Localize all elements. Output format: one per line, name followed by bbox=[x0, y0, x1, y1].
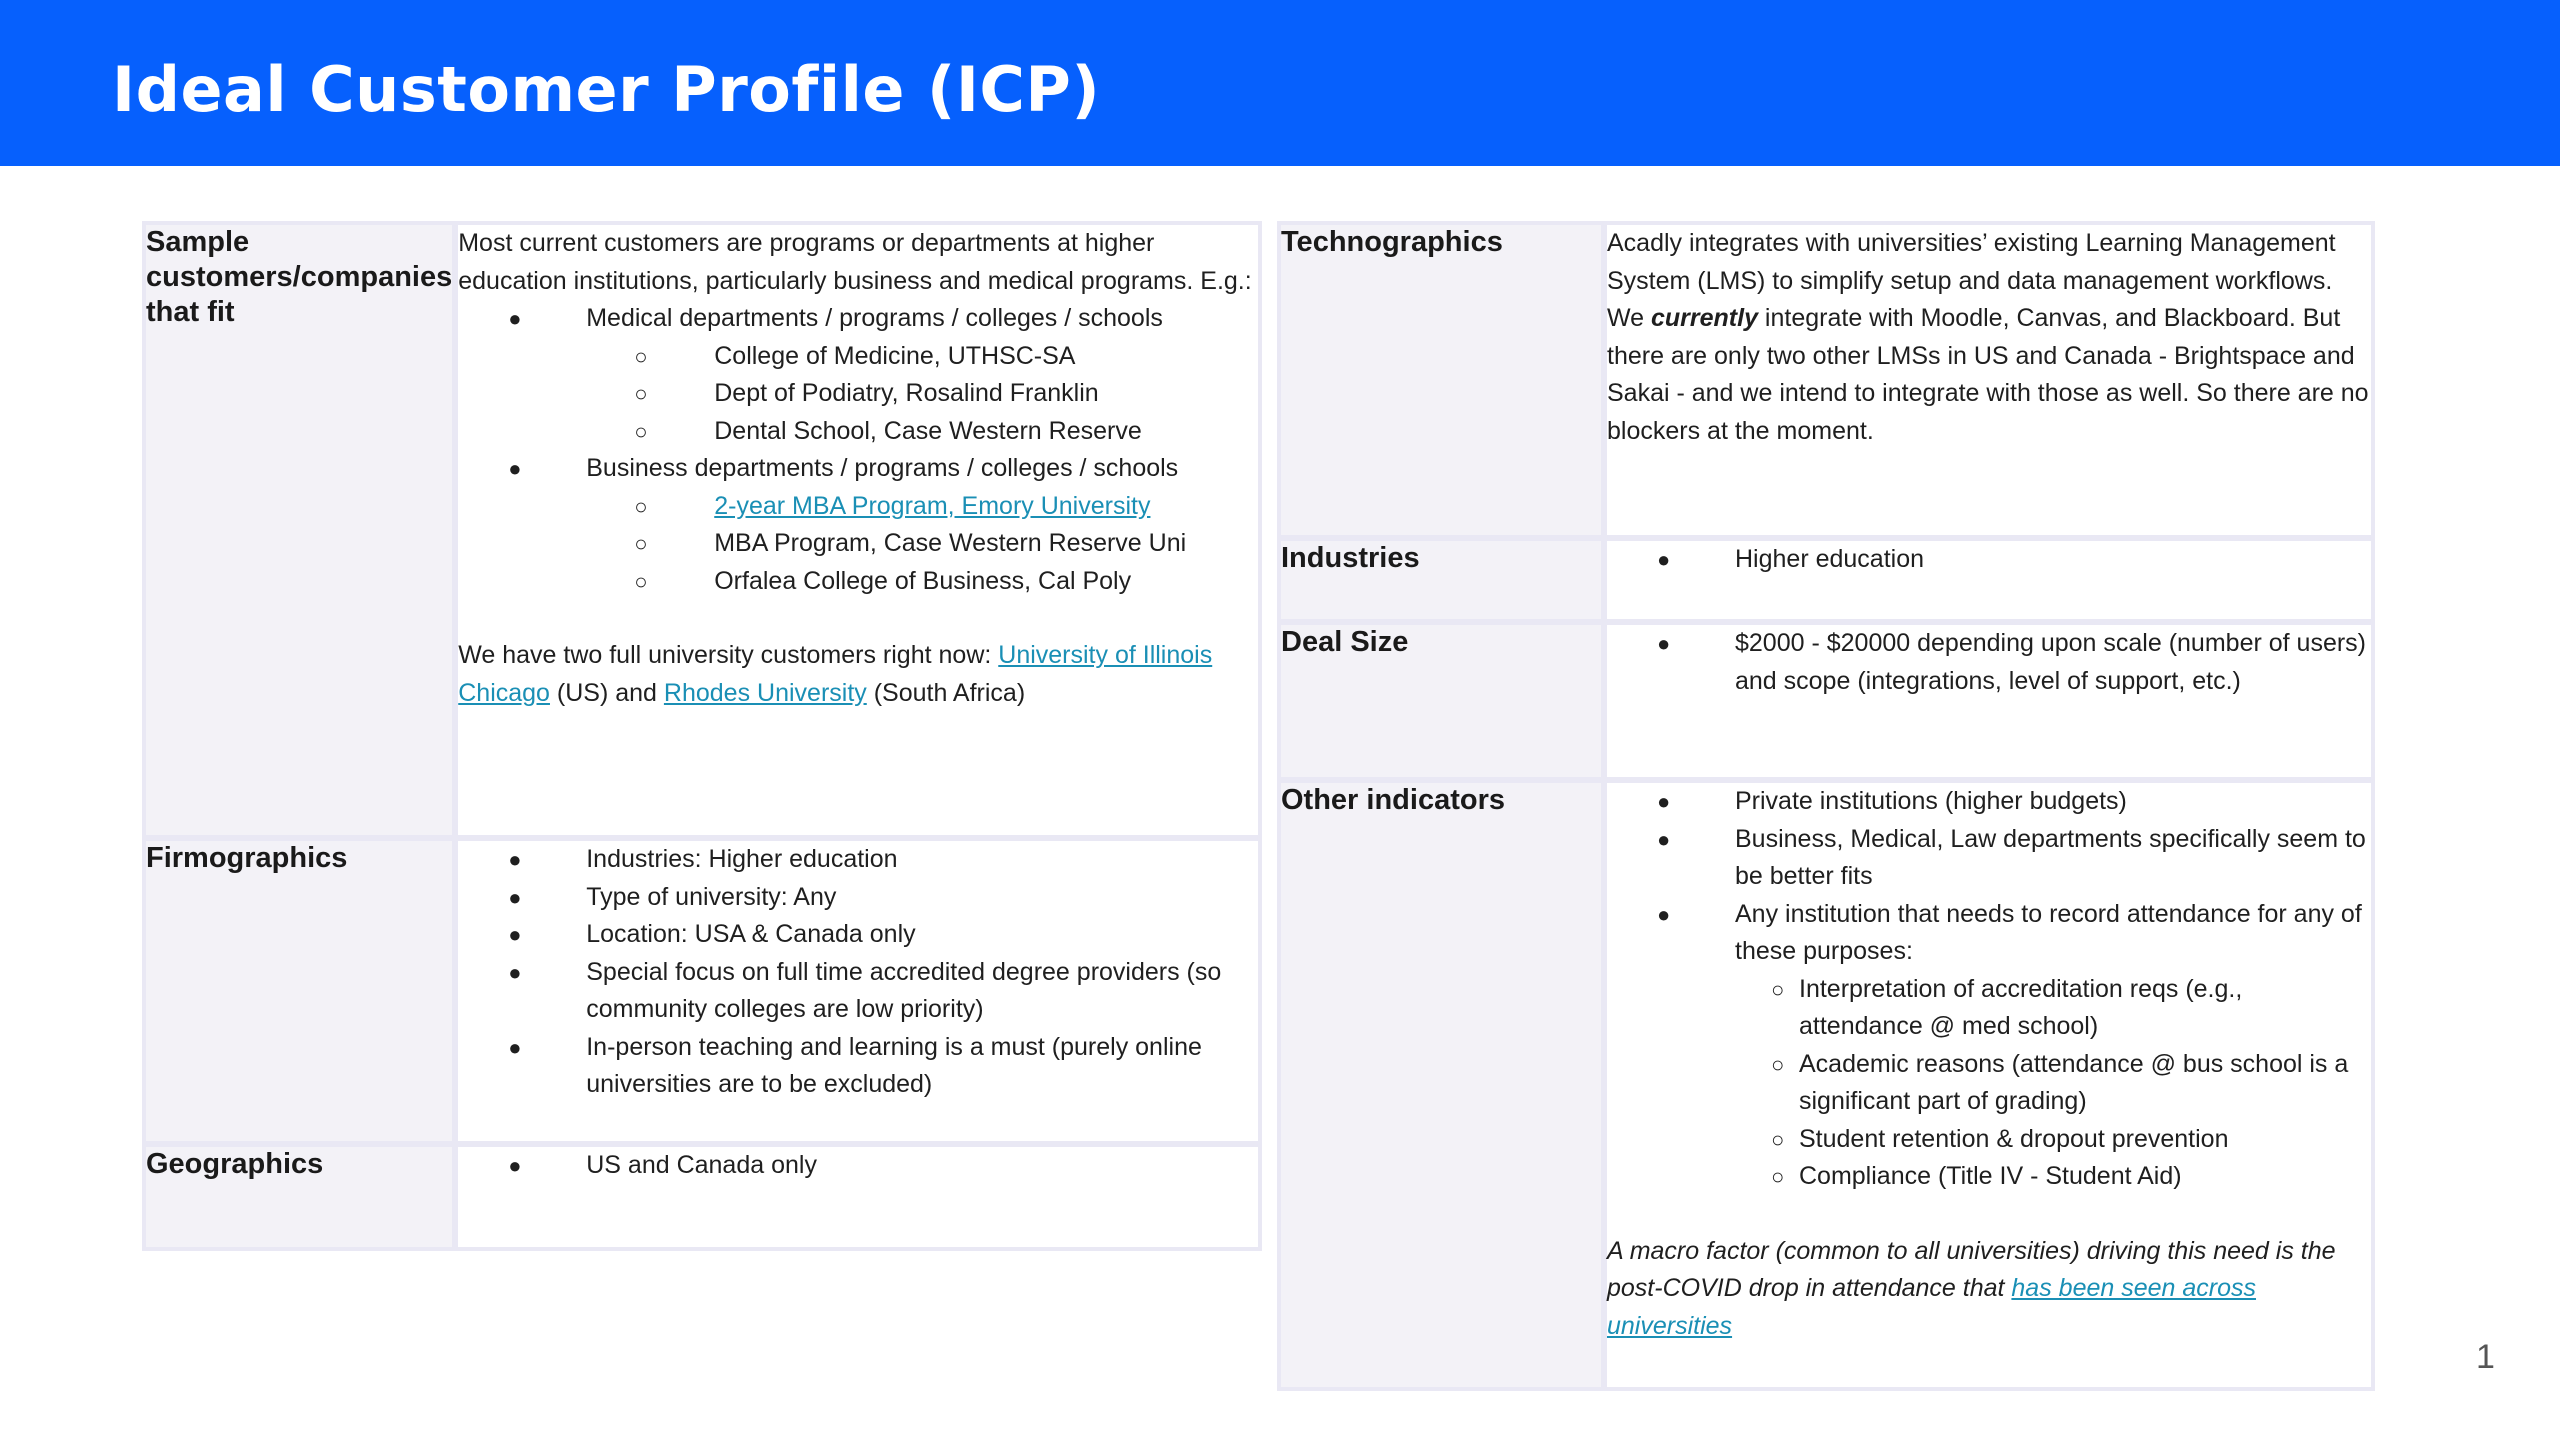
sample-customers-content bbox=[452, 225, 1258, 835]
bullet-icon: ● bbox=[508, 884, 522, 910]
bullet-list bbox=[1607, 541, 2371, 579]
text-fragment: integrate with Moodle, Canvas, and Blackboard. But there are only two other LMSs in US and Canada - Brightspace and Sakai - and we intend to integrate with those as well. So there are no blockers at the moment. bbox=[1607, 304, 2369, 445]
bullet-text: Private institutions (higher budgets) bbox=[1735, 787, 2127, 815]
circle-bullet-icon: ○ bbox=[634, 343, 648, 369]
bullet-text: $2000 - $20000 depending upon scale (number of users) and scope (integrations, level of support, etc.) bbox=[1735, 629, 2366, 695]
sub-list bbox=[586, 338, 1258, 451]
list-item bbox=[458, 300, 1258, 450]
industries-row bbox=[1281, 535, 2371, 619]
sub-text: Dept of Podiatry, Rosalind Franklin bbox=[714, 379, 1099, 407]
bullet-text: Industries: Higher education bbox=[586, 845, 898, 873]
bullet-list bbox=[458, 1147, 1258, 1185]
sub-list bbox=[1735, 971, 2371, 1196]
text-fragment: (US) and bbox=[549, 678, 664, 707]
bullet-text: Medical departments / programs / colleges / schools bbox=[586, 304, 1163, 332]
row-label: Geographics bbox=[146, 1141, 452, 1247]
bullet-list bbox=[1607, 625, 2371, 700]
other-indicators-row bbox=[1281, 777, 2371, 1387]
bullet-text: Business departments / programs / colleges / schools bbox=[586, 454, 1179, 482]
sub-item bbox=[458, 375, 1258, 413]
sub-text: Academic reasons (attendance @ bus school is a significant part of grading) bbox=[1799, 1049, 2349, 1115]
row-label: Other indicators bbox=[1281, 777, 1601, 1387]
bullet-icon: ● bbox=[508, 456, 522, 481]
bullet-icon: ● bbox=[508, 847, 522, 872]
sub-text: College of Medicine, UTHSC-SA bbox=[714, 341, 1076, 370]
bullet-text: Type of university: Any bbox=[586, 882, 837, 911]
full-customers-text bbox=[458, 637, 1258, 712]
bullet-text: Higher education bbox=[1735, 545, 1925, 573]
bullet-icon: ● bbox=[508, 959, 522, 985]
sub-list bbox=[586, 488, 1258, 601]
bullet-icon: ● bbox=[1657, 547, 1671, 572]
row-label: Industries bbox=[1281, 535, 1601, 619]
list-item bbox=[458, 450, 1258, 600]
circle-bullet-icon: ○ bbox=[634, 418, 648, 444]
bullet-list bbox=[1607, 783, 2371, 1196]
macro-factor-text bbox=[1607, 1233, 2371, 1346]
sub-text: MBA Program, Case Western Reserve Uni bbox=[714, 529, 1187, 557]
bullet-icon: ● bbox=[508, 922, 522, 947]
row-label: Deal Size bbox=[1281, 619, 1601, 777]
bullet-list bbox=[458, 841, 1258, 1104]
industries-content bbox=[1601, 535, 2371, 619]
sub-item bbox=[1607, 1158, 2371, 1196]
text-fragment: (South Africa) bbox=[866, 678, 1026, 707]
geographics-row bbox=[146, 1141, 1258, 1247]
row-label: Firmographics bbox=[146, 835, 452, 1141]
sub-item bbox=[458, 488, 1258, 526]
list-item bbox=[458, 879, 1258, 917]
geographics-content bbox=[452, 1141, 1258, 1247]
bullet-icon: ● bbox=[508, 1034, 522, 1060]
right-icp-table bbox=[1277, 221, 2375, 1391]
deal-size-content bbox=[1601, 619, 2371, 777]
sub-text: Compliance (Title IV - Student Aid) bbox=[1799, 1162, 2182, 1190]
circle-bullet-icon: ○ bbox=[1771, 1051, 1785, 1077]
bullet-text: Special focus on full time accredited degree providers (so community colleges are low priority) bbox=[586, 957, 1222, 1023]
bullet-list bbox=[458, 300, 1258, 600]
bullet-text: US and Canada only bbox=[586, 1151, 817, 1179]
row-label: Sample customers/companies that fit bbox=[146, 225, 452, 835]
bullet-icon: ● bbox=[1657, 789, 1671, 814]
text-fragment: Acadly integrates with universities’ existing Learning Management System (LMS) to simplify setup and data management workflows. We bbox=[1607, 229, 2336, 332]
list-item bbox=[1607, 783, 2371, 821]
bullet-icon: ● bbox=[1657, 631, 1671, 656]
bullet-icon: ● bbox=[508, 1153, 522, 1178]
bullet-text: In-person teaching and learning is a must (purely online universities are to be excluded) bbox=[586, 1032, 1202, 1098]
list-item bbox=[458, 954, 1258, 1029]
left-icp-table bbox=[142, 221, 1262, 1251]
sub-item bbox=[1607, 1046, 2371, 1121]
emory-mba-link[interactable]: 2-year MBA Program, Emory University bbox=[714, 491, 1151, 520]
circle-bullet-icon: ○ bbox=[634, 493, 648, 519]
intro-text: Most current customers are programs or departments at higher education institutions, particularly business and medical programs. E.g.: bbox=[458, 229, 1252, 295]
list-item bbox=[458, 1147, 1258, 1185]
sub-text: Student retention & dropout prevention bbox=[1799, 1124, 2229, 1153]
text-fragment: A macro factor (common to all universities) driving this need is the post-COVID drop in attendance that bbox=[1607, 1236, 2336, 1302]
bullet-icon: ● bbox=[1657, 826, 1671, 852]
sub-item bbox=[458, 413, 1258, 451]
row-label: Technographics bbox=[1281, 225, 1601, 535]
bullet-icon: ● bbox=[508, 306, 522, 331]
list-item bbox=[1607, 821, 2371, 896]
circle-bullet-icon: ○ bbox=[1771, 1164, 1785, 1189]
list-item bbox=[458, 1029, 1258, 1104]
list-item bbox=[1607, 541, 2371, 579]
circle-bullet-icon: ○ bbox=[634, 381, 648, 406]
sub-item bbox=[458, 525, 1258, 563]
technographics-row bbox=[1281, 225, 2371, 535]
technographics-content bbox=[1601, 225, 2371, 535]
sub-text: Interpretation of accreditation reqs (e.g., attendance @ med school) bbox=[1799, 974, 2243, 1040]
sub-item bbox=[1607, 971, 2371, 1046]
circle-bullet-icon: ○ bbox=[634, 568, 648, 594]
list-item bbox=[458, 916, 1258, 954]
bullet-text: Business, Medical, Law departments specifically seem to be better fits bbox=[1735, 824, 2366, 890]
bullet-text: Location: USA & Canada only bbox=[586, 920, 916, 948]
sub-text: Orfalea College of Business, Cal Poly bbox=[714, 566, 1132, 595]
sub-item bbox=[458, 338, 1258, 376]
circle-bullet-icon: ○ bbox=[1771, 976, 1785, 1002]
circle-bullet-icon: ○ bbox=[1771, 1126, 1785, 1152]
bullet-text: Any institution that needs to record attendance for any of these purposes: bbox=[1735, 899, 2362, 965]
title-bar bbox=[0, 0, 2560, 166]
firmographics-content bbox=[452, 835, 1258, 1141]
sub-text: Dental School, Case Western Reserve bbox=[714, 416, 1142, 445]
rhodes-link[interactable]: Rhodes University bbox=[663, 678, 867, 707]
slide-title: Ideal Customer Profile (ICP) bbox=[112, 53, 1101, 126]
other-indicators-content bbox=[1601, 777, 2371, 1387]
list-item bbox=[1607, 625, 2371, 700]
list-item bbox=[458, 841, 1258, 879]
sub-item bbox=[458, 563, 1258, 601]
circle-bullet-icon: ○ bbox=[634, 531, 648, 556]
technographics-text bbox=[1607, 225, 2371, 450]
deal-size-row bbox=[1281, 619, 2371, 777]
page-number: 1 bbox=[2476, 1338, 2495, 1376]
uic-link[interactable]: University of Illinois Chicago bbox=[458, 641, 1213, 707]
emphasis-text: currently bbox=[1651, 304, 1758, 332]
text-fragment: We have two full university customers right now: bbox=[458, 641, 999, 669]
attendance-drop-link[interactable]: has been seen across universities bbox=[1607, 1274, 2257, 1340]
sub-item bbox=[1607, 1121, 2371, 1159]
sample-customers-row bbox=[146, 225, 1258, 835]
list-item bbox=[1607, 896, 2371, 1196]
firmographics-row bbox=[146, 835, 1258, 1141]
bullet-icon: ● bbox=[1657, 901, 1671, 927]
